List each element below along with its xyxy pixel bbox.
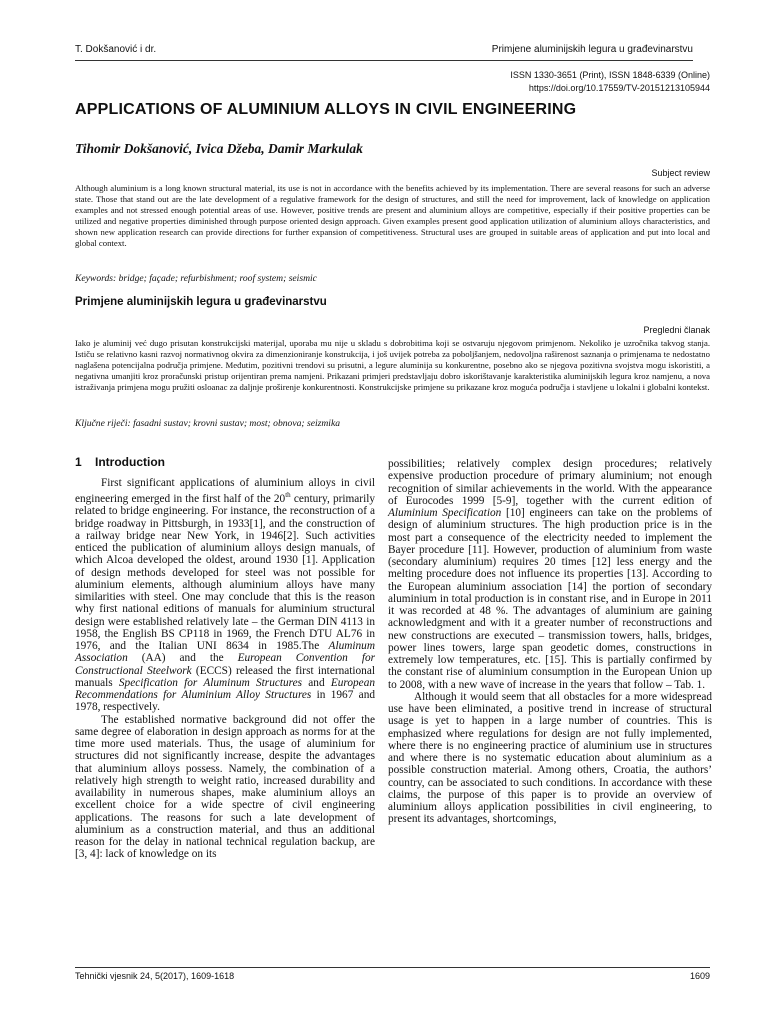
issn-line: ISSN 1330-3651 (Print), ISSN 1848-6339 (Online) [510, 70, 710, 80]
body-column-right [388, 458, 712, 826]
header-divider [75, 60, 693, 61]
keywords-croatian: Ključne riječi: fasadni sustav; krovni sustav; most; obnova; seizmika [75, 418, 341, 429]
paragraph: Although it would seem that all obstacles for a more widespread use have been eliminated, a positive trend in increase of structural usage is yet to happen in a large number of countries. This is emphasized where regulations for design are not fully implemented, where there is no engineering practice of aluminium use in structures and where there is no systematic education about aluminium as a possible construction material. Among others, Croatia, the authors’ country, can be associated to such conditions. In accordance with these claims, the purpose of this paper is to provide an overview of aluminium alloys application possibilities in civil engineering, to present its advantages, shortcomings, [388, 690, 712, 826]
paragraph: The established normative background did not offer the same degree of elaboration in design approach as norms for at the time more used materials. Thus, the usage of aluminium for structures did not significantly increase, despite the advantages that aluminium alloys possess. Namely, the combination of a relatively high strength to weight ratio, increased durability and availability in numerous shapes, make aluminium alloys an excellent choice for a wide spectre of civil engineering applications. The reasons for such a late development of aluminium as a construction material, and thus an additional reason for the delay in national technical regulation backup, are [3, 4]: lack of knowledge on its [75, 713, 375, 861]
paper-type-english: Subject review [651, 168, 710, 178]
section-number: 1 [75, 455, 82, 469]
footer-journal: Tehnički vjesnik 24, 5(2017), 1609-1618 [75, 971, 235, 981]
paragraph: possibilities; relatively complex design procedures; relatively expensive production procedure of primary aluminium; not enough recognition of similar achievements in the world. With the appearance of Eurocodes 1999 [5-9], together with the current edition of Aluminium Specification [10] engineers can take on the problems of design of aluminium structures. The high production price is in the most part a consequence of the electricity needed to implement the Bayer procedure [11]. However, production of aluminium from waste (secondary aluminium) requires 20 times [12] less energy and the melting procedure does not influence its properties [13]. According to the European aluminium association [14] the portion of secondary aluminium in total production is in constant rise, and in Europe in 2011 it was recorded at 48 %. The advantages of aluminium are gaining acknowledgment and with it a greater number of reconstructions and new constructions are executed – transmission towers, halls, bridges, power lines towers, large span geodetic domes, constructions in extremely low temperatures, etc. [15]. This is partially confirmed by the constant rise of aluminium consumption in the European Union up to 2008, with a new wave of increase in the years that follow – Tab. 1. [388, 458, 712, 691]
paper-authors: Tihomir Dokšanović, Ivica Džeba, Damir Markulak [75, 141, 363, 156]
section-title: Introduction [95, 455, 165, 469]
section-heading [75, 455, 165, 469]
footer-divider [75, 967, 710, 968]
doi-link[interactable]: https://doi.org/10.17559/TV-20151213105944 [528, 83, 710, 93]
keywords-english: Keywords: bridge; façade; refurbishment; roof system; seismic [75, 273, 317, 284]
paragraph: First significant applications of aluminium alloys in civil engineering emerged in the first half of the 20th century, primarily related to bridge engineering. For instance, the reconstruction of a bridge roadway in Pittsburgh, in 1933[1], and the construction of a railway bridge near New York, in 1946[2]. Such activities enticed the publication of aluminium alloys design manuals, of which Alcoa developed the oldest, around 1930 [1]. Application of design methods developed for steel was not possible for aluminium elements, although aluminium alloys have many similarities with steel. One may conclude that this is the reason why first national editions of manuals for aluminium structural design were established relatively late – the German DIN 4113 in 1958, the English BS CP118 in 1969, the French DTU AL76 in 1976, and the Italian UNI 8634 in 1985.The Aluminum Association (AA) and the European Convention for Constructional Steelwork (ECCS) released the first international manuals Specification for Aluminum Structures and European Recommendations for Aluminium Alloy Structures in 1967 and 1978, respectively. [75, 477, 375, 714]
abstract-english: Although aluminium is a long known structural material, its use is not in accordance with the benefits achieved by its implementation. There are several reasons for such an adverse state. Those that stand out are the late development of a regulative framework for the design of structures, and still the need for improvement, lack of knowledge on application examples and not stressed enough potential areas of use. However, positive trends are present and aluminium alloys are competitive, especially if their positive properties can be utilized and negative properties diminished through purpose oriented design approach. Given examples present good application utilization of aluminium alloys characteristics, and shown new application research can provide directions for further expansion of competitiveness. Structural uses are grouped in suitable areas of application and put into local and global context. [75, 183, 710, 249]
issn-block [510, 69, 710, 95]
croatian-title: Primjene aluminijskih legura u građevinarstvu [75, 296, 327, 308]
abstract-croatian: Iako je aluminij već dugo prisutan konstrukcijski materijal, uporaba mu nije u skladu s dobrobitima koji se ostvaruju njegovom primjenom. Nekoliko je uzročnika takvog stanja. Ističu se relativno kasni razvoj normativnog okvira za dimenzioniranje konstrukcija, i još uvijek potreba za poboljšanjem, nedovoljna raširenost saznanja o primjenama te nedostatno naglašena potencijalna područja primjene. Međutim, pozitivni trendovi su prisutni, a legure aluminija su konkurentne, posebno ako se njegova pozitivna svojstva mogu iskoristiti, a negativna umanjiti kroz proračunski pristup orijentiran prema namjeni. Prikazani primjeri predstavljaju dobro iskorištavanje karakteristika aluminijskih legura kroz namjenu, a nova istraživanja primjena mogu pružiti osloanac za daljnje proširenje konkurentnosti. Konstrukcijske primjene su prikazane kroz moguća područja i stavljene u lokalni i globalni kontekst. [75, 338, 710, 393]
running-header-title: Primjene aluminijskih legura u građevinarstvu [491, 44, 693, 55]
running-header-authors: T. Dokšanović i dr. [75, 44, 157, 55]
paper-title: APPLICATIONS OF ALUMINIUM ALLOYS IN CIVIL ENGINEERING [75, 101, 577, 118]
footer-page-number: 1609 [689, 971, 710, 981]
body-column-left [75, 477, 375, 861]
paper-type-croatian: Pregledni članak [643, 325, 710, 335]
